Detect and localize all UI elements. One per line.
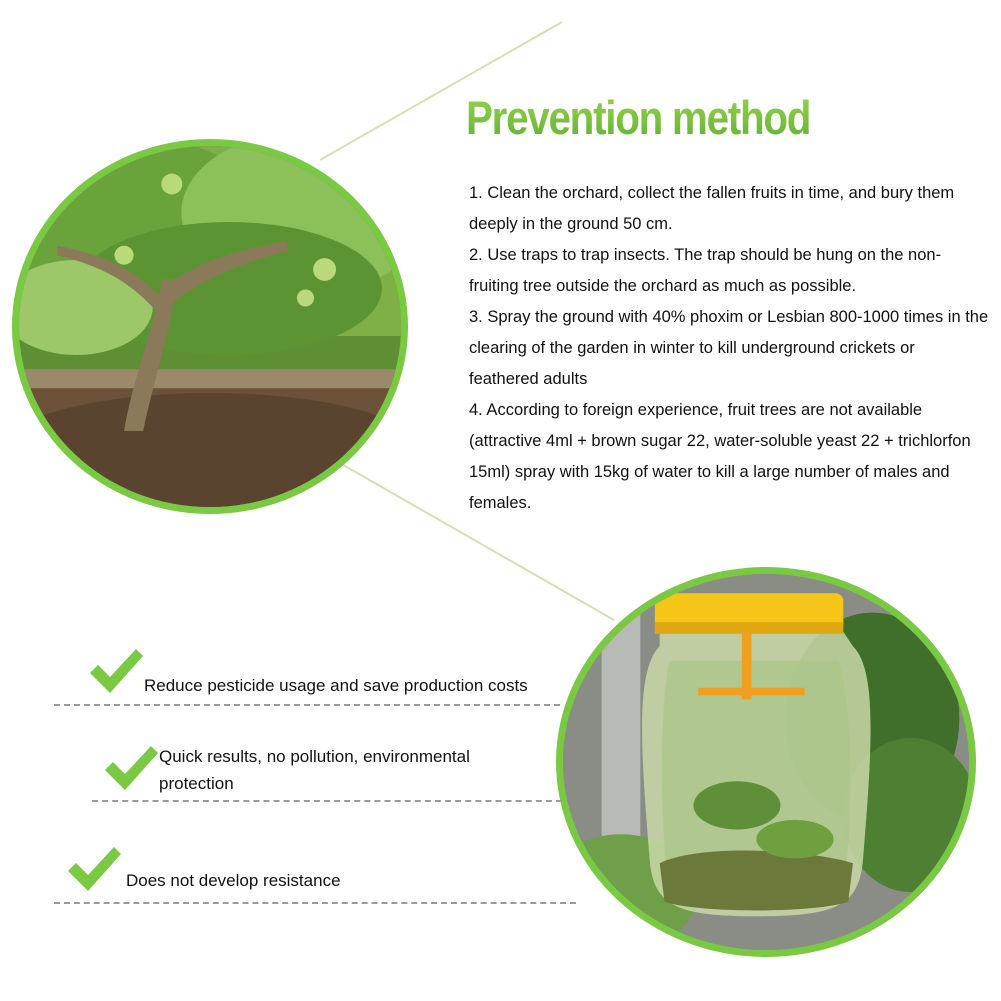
check-mark-icon	[88, 647, 144, 695]
prevention-steps	[469, 178, 989, 519]
dashed-divider	[92, 800, 562, 802]
check-mark-icon	[103, 744, 159, 792]
prevention-step: 3. Spray the ground with 40% phoxim or Lesbian 800-1000 times in the clearing of the garden in winter to kill underground crickets or feathered adults	[469, 308, 989, 388]
benefit-text: Reduce pesticide usage and save production costs	[144, 676, 528, 695]
dashed-divider	[54, 704, 560, 706]
fruit-fly-trap-photo	[556, 567, 976, 957]
prevention-step: 1. Clean the orchard, collect the fallen fruits in time, and bury them deeply in the ground 50 cm.	[469, 184, 955, 233]
prevention-step: 4. According to foreign experience, fruit trees are not available (attractive 4ml + brown sugar 22, water-soluble yeast 22 + trichlorfon 15ml) spray with 15kg of water to kill a large number of males and females.	[469, 401, 971, 512]
prevention-step: 2. Use traps to trap insects. The trap should be hung on the non-fruiting tree outside the orchard as much as possible.	[469, 246, 942, 295]
orchard-photo	[12, 139, 408, 514]
page-title: Prevention method	[466, 90, 827, 145]
benefit-text: Does not develop resistance	[126, 871, 341, 890]
check-mark-icon	[66, 845, 122, 893]
dashed-divider	[54, 902, 576, 904]
benefit-text: Quick results, no pollution, environmental protection	[159, 747, 470, 793]
